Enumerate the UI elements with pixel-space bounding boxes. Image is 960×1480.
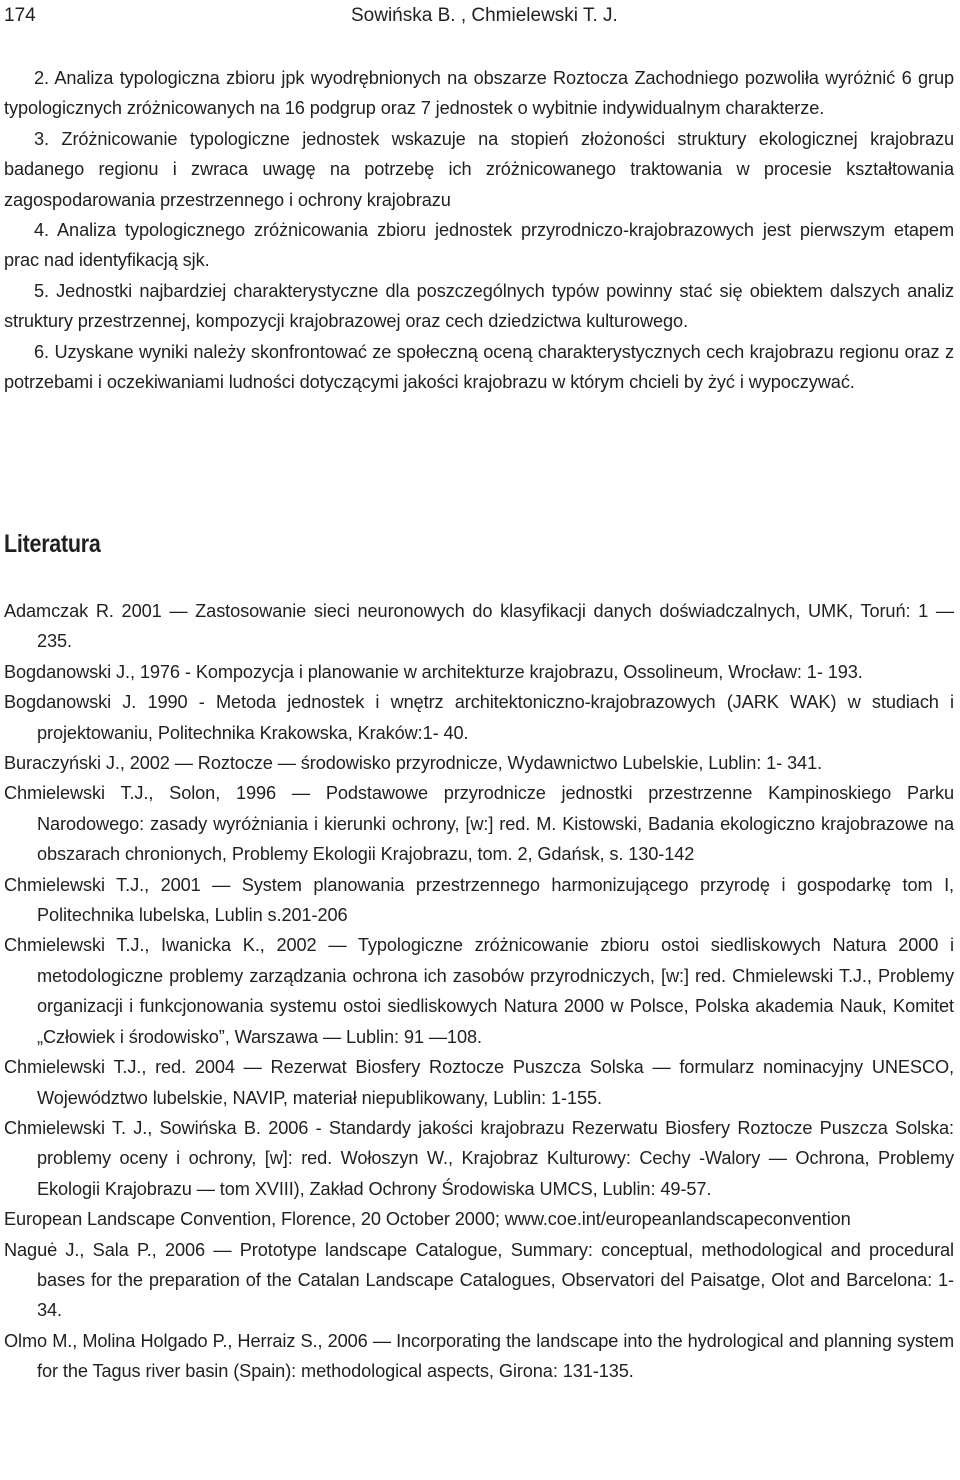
- reference-entry: Chmielewski T. J., Sowińska B. 2006 - Standardy jakości krajobrazu Rezerwatu Biosfery Roztocze Puszcza Solska: problemy oceny i ochrony, [w]: red. Wołoszyn W., Krajobraz Kulturowy: Cechy -Walory — Ochrona, Problemy Ekologii Krajobrazu — tom XVIII), Zakład Ochrony Środowiska UMCS, Lublin: 49-57.: [4, 1117, 954, 1199]
- conclusions-list: [4, 63, 954, 397]
- literature-heading: Literatura: [4, 530, 101, 558]
- reference-entry: Chmielewski T.J., Solon, 1996 — Podstawowe przyrodnicze jednostki przestrzenne Kampinoskiego Parku Narodowego: zasady wyróżniania i kierunki ochrony, [w:] red. M. Kistowski, Badania ekologiczno krajobrazowe na obszarach chronionych, Problemy Ekologii Krajobrazu, tom. 2, Gdańsk, s. 130-142: [4, 783, 954, 865]
- conclusion-paragraph: 6. Uzyskane wyniki należy skonfrontować ze społeczną oceną charakterystycznych cech krajobrazu regionu oraz z potrzebami i oczekiwaniami ludności dotyczącymi jakości krajobrazu w którym chcieli by żyć i wypoczywać.: [4, 341, 954, 393]
- running-head-authors: Sowińska B. , Chmielewski T. J.: [351, 5, 618, 26]
- reference-entry: Chmielewski T.J., red. 2004 — Rezerwat Biosfery Roztocze Puszcza Solska — formularz nominacyjny UNESCO, Województwo lubelskie, NAVIP, materiał niepublikowany, Lublin: 1-155.: [4, 1057, 954, 1108]
- reference-entry: European Landscape Convention, Florence, 20 October 2000; www.coe.int/europeanlandscapeconvention: [4, 1209, 851, 1230]
- reference-entry: Olmo M., Molina Holgado P., Herraiz S., 2006 — Incorporating the landscape into the hydrological and planning system for the Tagus river basin (Spain): methodological aspects, Girona: 131-135.: [4, 1330, 954, 1382]
- reference-entry: Bogdanowski J. 1990 - Metoda jednostek i wnętrz architektoniczno-krajobrazowych (JARK WAK) w studiach i projektowaniu, Politechnika Krakowska, Kraków:1- 40.: [4, 692, 954, 743]
- reference-entry: Buraczyński J., 2002 — Roztocze — środowisko przyrodnicze, Wydawnictwo Lubelskie, Lublin: 1- 341.: [4, 753, 823, 774]
- conclusion-paragraph: 2. Analiza typologiczna zbioru jpk wyodrębnionych na obszarze Roztocza Zachodniego pozwoliła wyróżnić 6 grup typologicznych zróżnicowanych na 16 podgrup oraz 7 jednostek o wybitnie indywidualnym charakterze.: [4, 68, 954, 119]
- conclusion-paragraph: 4. Analiza typologicznego zróżnicowania zbioru jednostek przyrodniczo-krajobrazowych jest pierwszym etapem prac nad identyfikacją sjk.: [4, 220, 954, 271]
- conclusion-paragraph: 3. Zróżnicowanie typologiczne jednostek wskazuje na stopień złożoności struktury ekologicznej krajobrazu badanego regionu i zwraca uwagę na potrzebę ich zróżnicowanego traktowania w procesie kształtowania zagospodarowania przestrzennego i ochrony krajobrazu: [4, 128, 954, 210]
- reference-entry: Chmielewski T.J., 2001 — System planowania przestrzennego harmonizującego przyrodę i gospodarkę tom I, Politechnika lubelska, Lublin s.201-206: [4, 874, 954, 926]
- reference-entry: Chmielewski T.J., Iwanicka K., 2002 — Typologiczne zróżnicowanie zbioru ostoi siedliskowych Natura 2000 i metodologiczne problemy zarządzania ochrona ich zasobów przyrodniczych, [w:] red. Chmielewski T.J., Problemy organizacji i funkcjonowania systemu ostoi siedliskowych Natura 2000 w Polsce, Polska akademia Nauk, Komitet „Człowiek i środowisko”, Warszawa — Lublin: 91 —108.: [4, 935, 954, 1047]
- reference-entry: Adamczak R. 2001 — Zastosowanie sieci neuronowych do klasyfikacji danych doświadczalnych, UMK, Toruń: 1 — 235.: [4, 601, 954, 652]
- reference-entry: Naguė J., Sala P., 2006 — Prototype landscape Catalogue, Summary: conceptual, methodological and procedural bases for the preparation of the Catalan Landscape Catalogues, Observatori del Paisatge, Olot and Barcelona: 1-34.: [4, 1239, 954, 1321]
- conclusion-paragraph: 5. Jednostki najbardziej charakterystyczne dla poszczególnych typów powinny stać się obiektem dalszych analiz struktury przestrzennej, kompozycji krajobrazowej oraz cech dziedzictwa kulturowego.: [4, 280, 954, 332]
- reference-list: [4, 596, 954, 1387]
- reference-entry: Bogdanowski J., 1976 - Kompozycja i planowanie w architekturze krajobrazu, Ossolineum, Wrocław: 1- 193.: [4, 661, 863, 682]
- running-head: [4, 2, 944, 32]
- page-number: 174: [4, 5, 36, 26]
